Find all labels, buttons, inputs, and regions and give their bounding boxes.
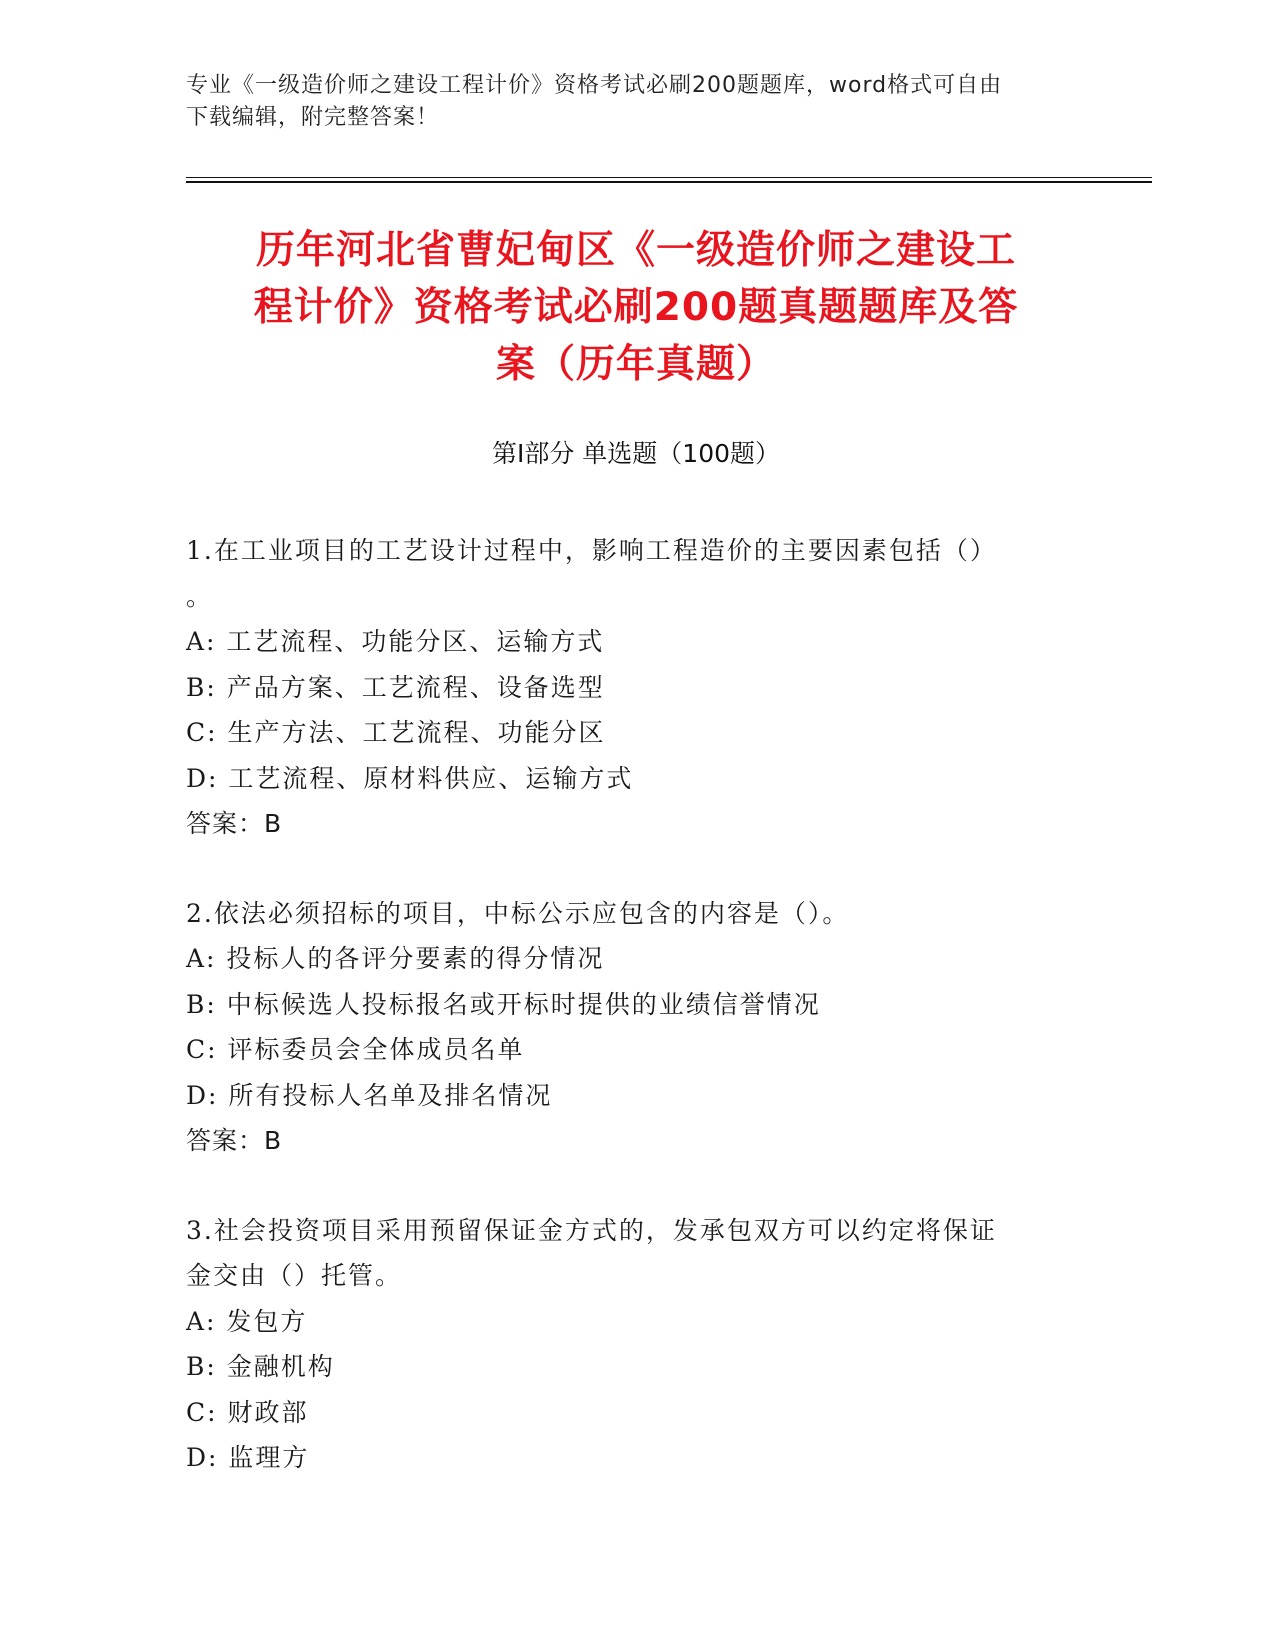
document-title-line-1: 历年河北省曹妃甸区《一级造价师之建设工 <box>255 228 1016 273</box>
section-title: 第Ⅰ部分 单选题（100题） <box>491 439 781 468</box>
option-d: D: 所有投标人名单及排名情况 <box>186 1080 553 1110</box>
option-c: C: 生产方法、工艺流程、功能分区 <box>186 718 606 747</box>
option-b: B: 金融机构 <box>186 1352 335 1381</box>
question-stem: 2.依法必须招标的项目，中标公示应包含的内容是（）。 <box>186 898 850 928</box>
question-list <box>186 528 1056 1525</box>
option-a: A: 发包方 <box>186 1306 308 1336</box>
question-stem: 1.在工业项目的工艺设计过程中，影响工程造价的主要因素包括（） <box>186 536 997 565</box>
header-note-line-1: 专业《一级造价师之建设工程计价》资格考试必刷200题题库，word格式可自由 <box>186 73 1003 98</box>
question-item <box>186 528 1056 847</box>
header-note <box>186 70 1086 134</box>
header-divider-thick <box>186 181 1152 183</box>
option-a: A: 投标人的各评分要素的得分情况 <box>186 944 605 973</box>
header-divider-thin <box>186 177 1152 178</box>
option-c: C: 财政部 <box>186 1397 309 1427</box>
option-d: D: 工艺流程、原材料供应、运输方式 <box>186 763 634 793</box>
answer-line: 答案：B <box>186 1126 283 1155</box>
option-d: D: 监理方 <box>186 1443 310 1472</box>
option-a: A: 工艺流程、功能分区、运输方式 <box>186 627 605 656</box>
option-b: B: 产品方案、工艺流程、设备选型 <box>186 672 605 702</box>
question-stem-continuation: 。 <box>186 581 214 611</box>
question-stem: 3.社会投资项目采用预留保证金方式的，发承包双方可以约定将保证 <box>186 1215 997 1245</box>
answer-line: 答案：B <box>186 809 283 838</box>
question-item <box>186 1208 1056 1481</box>
document-title <box>186 222 1086 393</box>
question-stem-continuation: 金交由（）托管。 <box>186 1261 403 1290</box>
document-title-line-3: 案（历年真题） <box>495 342 776 387</box>
question-item <box>186 891 1056 1164</box>
header-note-line-2: 下载编辑，附完整答案！ <box>186 105 440 130</box>
option-c: C: 评标委员会全体成员名单 <box>186 1035 525 1064</box>
document-title-line-2: 程计价》资格考试必刷200题真题题库及答 <box>253 285 1019 330</box>
option-b: B: 中标候选人投标报名或开标时提供的业绩信誉情况 <box>186 989 821 1019</box>
